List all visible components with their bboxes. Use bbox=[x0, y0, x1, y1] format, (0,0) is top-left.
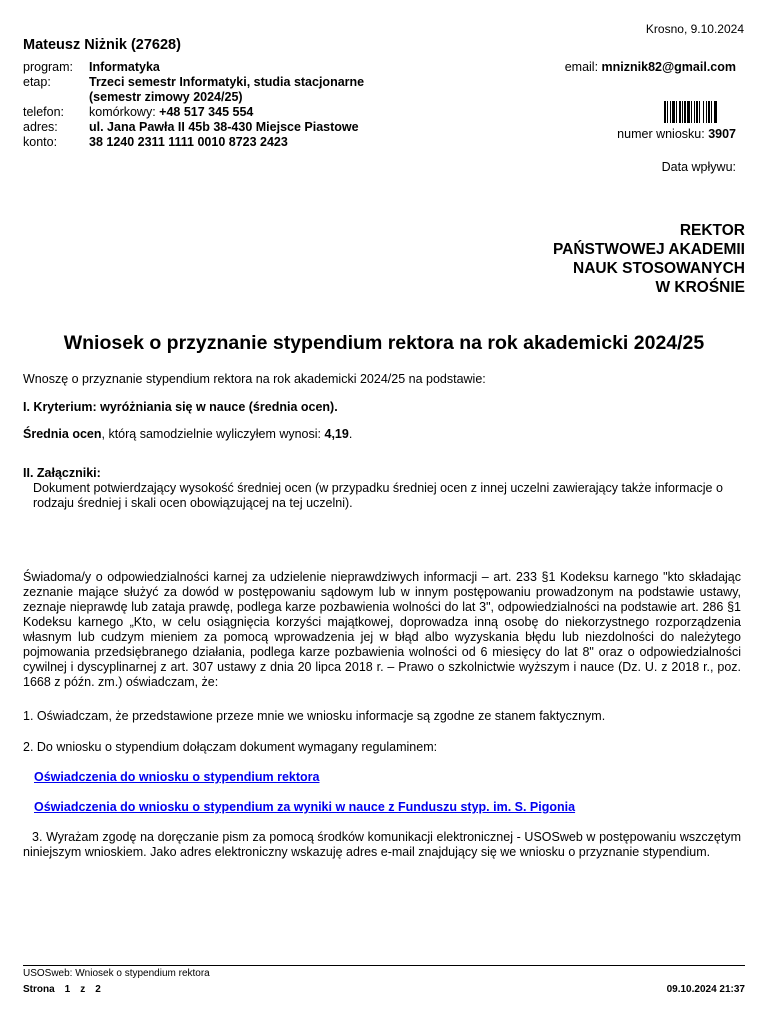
statement-3: 3. Wyrażam zgodę na doręczanie pism za pomocą środków komunikacji elektronicznej - USOSweb w postępowaniu wszczętym niniejszym wnioskiem. Jako adres elektroniczny wskazuję adres e-mail znajdujący się we wniosku o przyznanie stypendium. bbox=[23, 830, 741, 859]
page-current: 1 bbox=[64, 984, 71, 995]
application-number-label: numer wniosku: bbox=[617, 127, 709, 141]
address-label: adres: bbox=[23, 120, 58, 134]
statement-1: 1. Oświadczam, że przedstawione przeze mnie we wniosku informacje są zgodne ze stanem faktycznym. bbox=[23, 709, 606, 723]
address-value: ul. Jana Pawła II 45b 38-430 Miejsce Piastowe bbox=[89, 120, 359, 134]
stage-value-line-2: (semestr zimowy 2024/25) bbox=[89, 90, 243, 104]
stage-label: etap: bbox=[23, 75, 51, 89]
phone-label: telefon: bbox=[23, 105, 65, 119]
email-value: mniznik82@gmail.com bbox=[601, 60, 736, 74]
place-date: Krosno, 9.10.2024 bbox=[645, 22, 744, 36]
account-label: konto: bbox=[23, 135, 58, 149]
program-value: Informatyka bbox=[89, 60, 160, 74]
student-info bbox=[23, 60, 364, 150]
recipient-line-1: REKTOR bbox=[679, 222, 745, 239]
page-label: Strona bbox=[23, 984, 55, 995]
statement-2: 2. Do wniosku o stypendium dołączam dokument wymagany regulaminem: bbox=[23, 740, 438, 754]
page-total: 2 bbox=[95, 984, 101, 995]
recipient-line-4: W KROŚNIE bbox=[655, 279, 745, 296]
average-line bbox=[23, 427, 352, 442]
account-value: 38 1240 2311 1111 0010 8723 2423 bbox=[89, 135, 288, 149]
document-title: Wniosek o przyznanie stypendium rektora na rok akademicki 2024/25 bbox=[63, 332, 705, 354]
date-received-label: Data wpływu: bbox=[661, 160, 736, 174]
barcode-icon bbox=[664, 101, 735, 123]
stage-value bbox=[89, 75, 364, 105]
footer-source: USOSweb: Wniosek o stypendium rektora bbox=[23, 968, 210, 979]
application-number-value: 3907 bbox=[708, 127, 736, 141]
page-separator: z bbox=[80, 984, 86, 995]
link-pigon-fund-statements[interactable]: Oświadczenia do wniosku o stypendium za wyniki w nauce z Funduszu styp. im. S. Pigonia bbox=[34, 800, 576, 814]
program-row bbox=[23, 60, 364, 75]
average-end: . bbox=[348, 427, 353, 441]
student-name: Mateusz Niżnik (27628) bbox=[23, 37, 181, 53]
address-row bbox=[23, 120, 364, 135]
footer-timestamp: 09.10.2024 21:37 bbox=[666, 984, 745, 995]
phone-value bbox=[89, 105, 253, 120]
application-number bbox=[617, 127, 736, 142]
average-value: 4,19 bbox=[324, 427, 349, 441]
criterion-text: I. Kryterium: wyróżniania się w nauce (średnia ocen). bbox=[23, 400, 338, 414]
email-label: email: bbox=[564, 60, 602, 74]
phone-number: +48 517 345 554 bbox=[159, 105, 254, 119]
recipient-block bbox=[553, 221, 745, 297]
average-label: Średnia ocen bbox=[23, 427, 102, 441]
recipient-line-2: PAŃSTWOWEJ AKADEMII bbox=[552, 241, 745, 258]
stage-row bbox=[23, 75, 364, 105]
account-row bbox=[23, 135, 364, 150]
average-text: , którą samodzielnie wyliczyłem wynosi: bbox=[101, 427, 325, 441]
barcode-bar bbox=[717, 101, 718, 123]
program-label: program: bbox=[23, 60, 74, 74]
link-rector-scholarship-statements[interactable]: Oświadczenia do wniosku o stypendium rektora bbox=[34, 770, 320, 784]
stage-value-line-1: Trzeci semestr Informatyki, studia stacjonarne bbox=[89, 75, 365, 89]
declaration-text: Świadoma/y o odpowiedzialności karnej za udzielenie nieprawdziwych informacji – art. 233 §1 Kodeksu karnego "kto składając zeznanie mające służyć za dowód w postępowaniu sądowym lub w innym postępowaniu prowadzonym na podstawie ustawy, zeznaje nieprawdę lub zataja prawdę, podlega karze pozbawienia wolności do lat 3", odpowiedzialności na podstawie art. 286 §1 Kodeksu karnego „Kto, w celu osiągnięcia korzyści majątkowej, doprowadza inną osobę do niekorzystnego rozporządzenia własnym lub cudzym mieniem za pomocą wprowadzenia jej w błąd albo wyzyskania błędu lub niezdolności do należytego pojmowania przedsiębranego działania, podlega karze pozbawienia wolności od 6 miesięcy do lat 8" oraz o odpowiedzialności cywilnej i dyscyplinarnej z art. 307 ustawy z dnia 20 lipca 2018 r. – Prawo o szkolnictwie wyższym i nauce (Dz. U. z 2018 r., poz. 1668 z późn. zm.) oświadczam, że: bbox=[23, 570, 741, 689]
attachments-title: II. Załączniki: bbox=[23, 466, 101, 480]
phone-prefix: komórkowy: bbox=[89, 105, 160, 119]
intro-text: Wnoszę o przyznanie stypendium rektora na rok akademicki 2024/25 na podstawie: bbox=[23, 372, 486, 386]
footer-divider bbox=[23, 965, 745, 966]
attachment-item: Dokument potwierdzający wysokość średniej ocen (w przypadku średniej ocen z innej uczelni zawierający także informacje o rodzaju średniej i skali ocen obowiązującej na tej uczelni). bbox=[33, 481, 723, 510]
phone-row bbox=[23, 105, 364, 120]
email-line bbox=[565, 60, 736, 75]
footer-page-indicator bbox=[23, 984, 111, 996]
recipient-line-3: NAUK STOSOWANYCH bbox=[573, 260, 745, 277]
